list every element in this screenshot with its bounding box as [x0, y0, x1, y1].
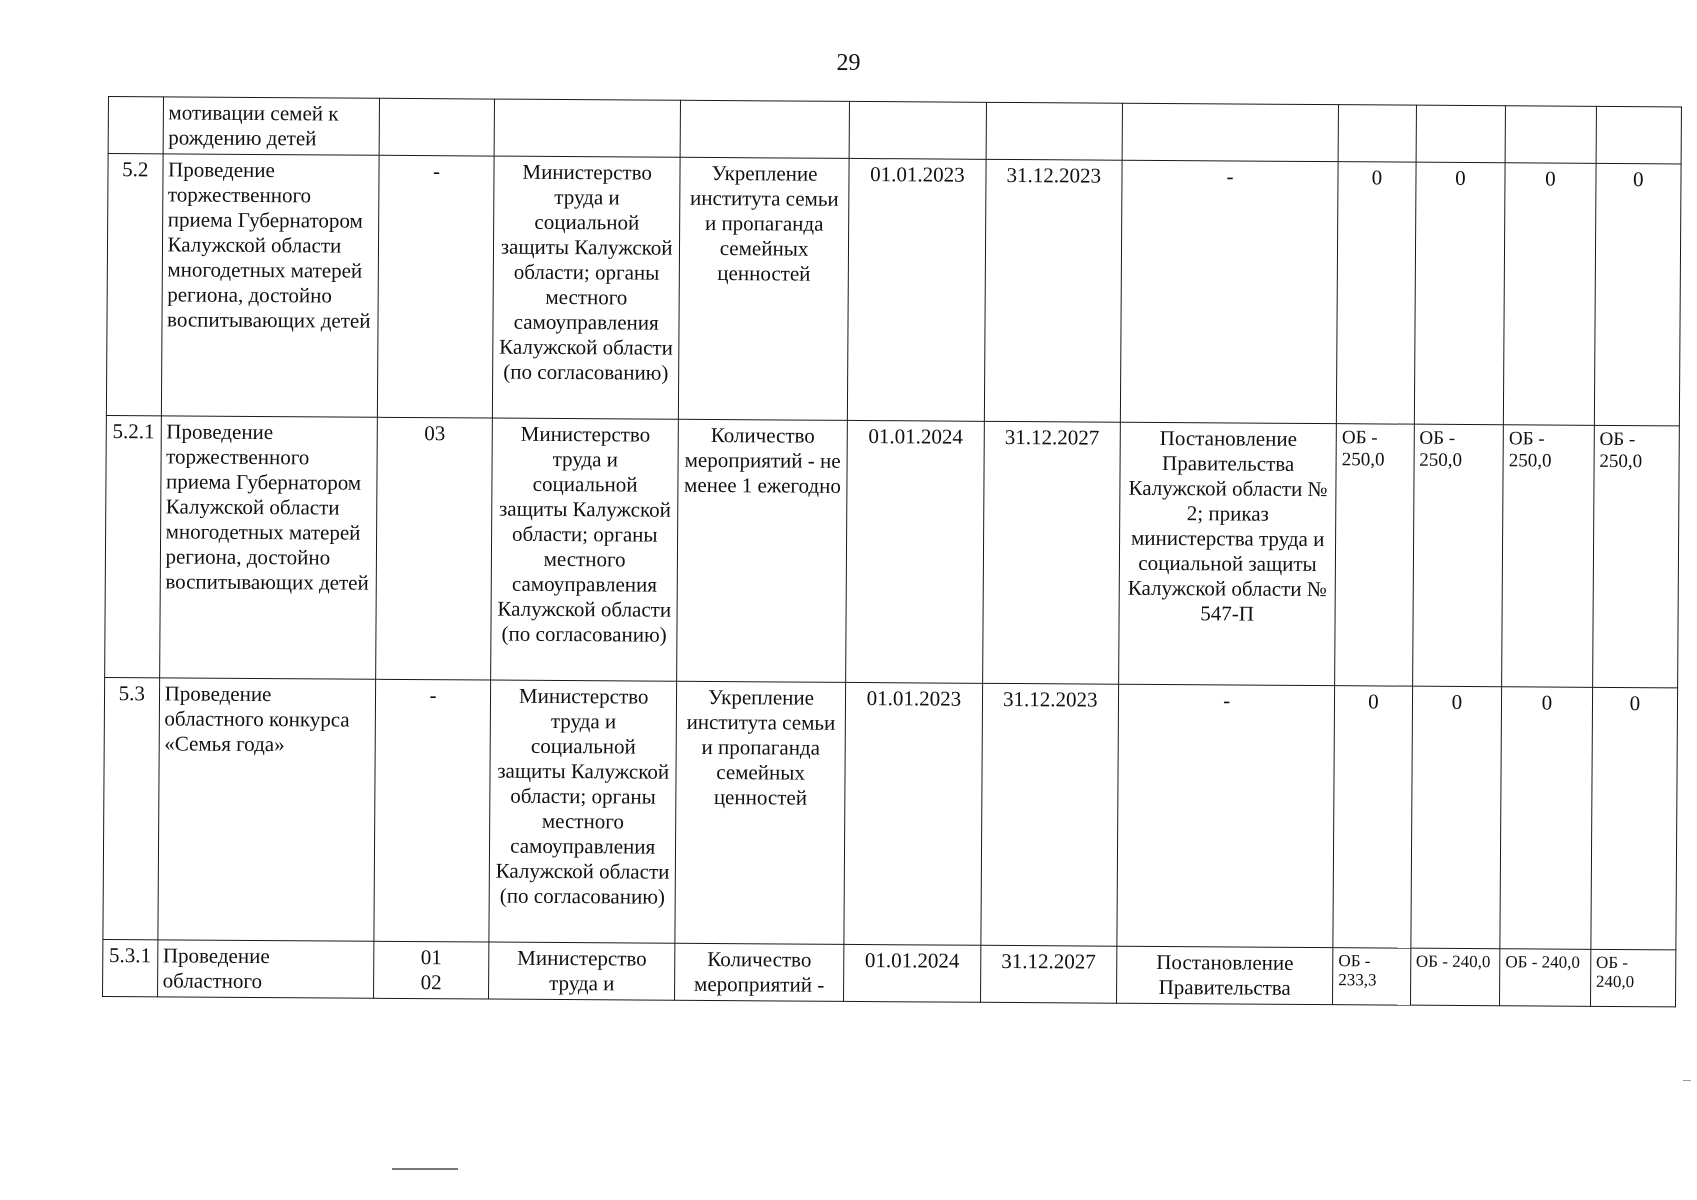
scan-artifact-tick	[1683, 1080, 1691, 1081]
activity-code: 03	[375, 417, 492, 680]
funding-year-4: ОБ - 240,0	[1590, 949, 1676, 1007]
expected-result	[680, 100, 850, 158]
activity-title: мотивации семей к рождению детей	[163, 97, 379, 155]
funding-year-3: ОБ - 250,0	[1502, 425, 1594, 688]
funding-year-3: 0	[1500, 687, 1592, 950]
expected-result: Количество мероприятий - не менее 1 ежегодно	[677, 419, 848, 682]
table-row	[103, 677, 1678, 949]
executors	[495, 99, 681, 157]
legal-documents: Постановление Правительства Калужской области № 2; приказ министерства труда и социальной защиты Калужской области № 547-П	[1119, 422, 1337, 685]
funding-year-1	[1338, 105, 1416, 163]
end-date: 31.12.2023	[980, 683, 1118, 946]
end-date: 31.12.2027	[980, 945, 1117, 1003]
activity-code: -	[377, 155, 494, 418]
row-number: 5.2	[106, 154, 162, 416]
start-date: 01.01.2024	[844, 944, 981, 1002]
activity-code-line: 02	[420, 970, 442, 995]
funding-year-1: ОБ - 250,0	[1335, 424, 1414, 687]
executors: Министерство труда и социальной защиты Калужской области; органы местного самоуправления Калужской области (по согласованию)	[489, 680, 676, 943]
page-number: 29	[836, 50, 861, 76]
activity-title: Проведение торжественного приема Губернатором Калужской области многодетных матерей региона, достойно воспитывающих детей	[159, 416, 377, 679]
row-number: 5.3.1	[103, 939, 158, 996]
start-date	[849, 101, 986, 159]
document-scan	[102, 96, 1682, 1007]
activity-title: Проведение областного конкурса «Семья года»	[157, 678, 375, 941]
funding-year-3: ОБ - 240,0	[1500, 949, 1591, 1007]
activity-code	[373, 941, 489, 999]
funding-year-2: ОБ - 240,0	[1410, 948, 1500, 1006]
end-date: 31.12.2023	[984, 159, 1122, 422]
funding-year-2: ОБ - 250,0	[1412, 424, 1503, 687]
expected-result: Укрепление института семьи и пропаганда семейных ценностей	[675, 681, 846, 944]
legal-documents: Постановление Правительства	[1117, 946, 1333, 1004]
expected-result: Количество мероприятий -	[674, 943, 844, 1001]
executors: Министерство труда и социальной защиты Калужской области; органы местного самоуправления Калужской области (по согласованию)	[491, 418, 678, 681]
funding-year-4: 0	[1594, 163, 1681, 426]
funding-year-4: ОБ - 250,0	[1592, 425, 1679, 688]
legal-documents: -	[1120, 160, 1338, 423]
executors: Министерство труда и	[489, 942, 675, 1000]
table-row	[106, 154, 1681, 426]
activity-code	[379, 98, 495, 156]
end-date: 31.12.2027	[982, 421, 1120, 684]
start-date: 01.01.2023	[844, 682, 982, 945]
executors: Министерство труда и социальной защиты Калужской области; органы местного самоуправления Калужской области (по согласованию)	[493, 156, 680, 419]
funding-year-4	[1596, 106, 1682, 164]
legal-documents: -	[1117, 684, 1335, 947]
activity-code: -	[374, 679, 491, 942]
funding-year-1: ОБ - 233,3	[1333, 948, 1411, 1006]
start-date: 01.01.2024	[846, 420, 984, 683]
start-date: 01.01.2023	[848, 158, 986, 421]
funding-year-4: 0	[1591, 687, 1678, 950]
activities-table	[102, 96, 1682, 1007]
activity-title: Проведение торжественного приема Губернатором Калужской области многодетных матерей региона, достойно воспитывающих детей	[161, 154, 379, 417]
activity-code-line: 01	[420, 945, 442, 970]
activity-title: Проведение областного	[157, 940, 373, 998]
funding-year-3: 0	[1504, 163, 1596, 426]
funding-year-2	[1416, 105, 1506, 163]
scan-artifact-line	[392, 1168, 458, 1170]
end-date	[986, 102, 1123, 160]
funding-year-2: 0	[1411, 686, 1502, 949]
table-row	[108, 97, 1681, 164]
legal-documents	[1122, 103, 1338, 161]
row-number	[108, 97, 163, 154]
funding-year-3	[1505, 106, 1596, 164]
funding-year-2: 0	[1414, 162, 1505, 425]
funding-year-1: 0	[1337, 162, 1416, 425]
table-row	[105, 415, 1680, 687]
row-number: 5.3	[103, 677, 159, 939]
table-row	[103, 939, 1676, 1006]
row-number: 5.2.1	[105, 415, 161, 677]
expected-result: Укрепление института семьи и пропаганда семейных ценностей	[678, 157, 849, 420]
funding-year-1: 0	[1333, 686, 1412, 949]
